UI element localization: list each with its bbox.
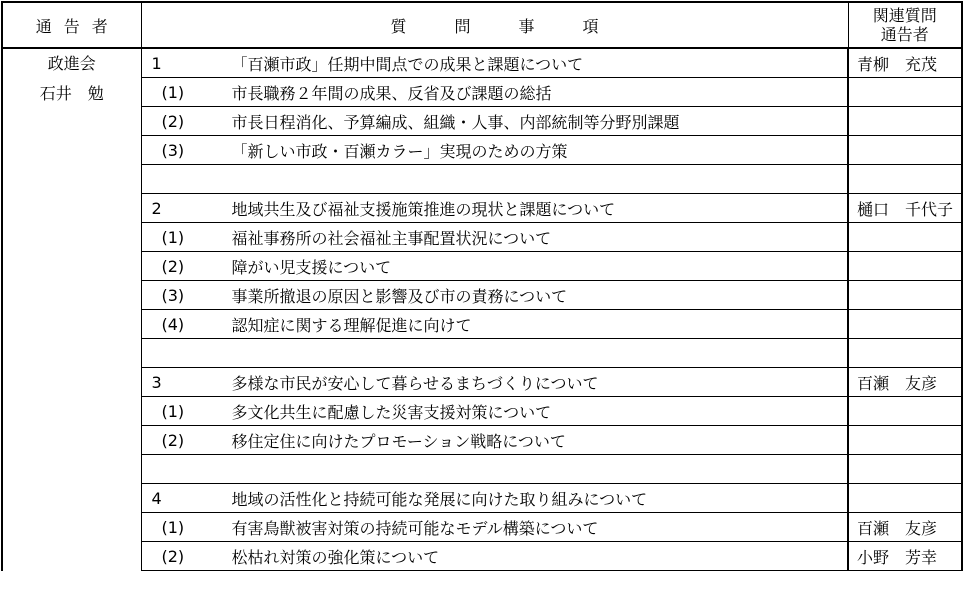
table-row [2, 368, 962, 397]
related-announcer-cell [848, 107, 962, 136]
question-text: 福祉事務所の社会福祉主事配置状況について [231, 228, 552, 248]
question-text: 地域の活性化と持続可能な発展に向けた取り組みについて [231, 489, 648, 509]
table-row [2, 78, 962, 107]
header-related [848, 2, 962, 48]
related-announcer-cell [848, 165, 962, 194]
question-cell [141, 252, 848, 281]
question-cell [141, 455, 848, 484]
question-text: 有害鳥獣被害対策の持続可能なモデル構築について [231, 518, 599, 538]
related-announcer-cell [848, 339, 962, 368]
question-number: (3) [161, 140, 185, 160]
table-row [2, 310, 962, 339]
question-text: 「百瀬市政」任期中間点での成果と課題について [231, 54, 584, 74]
question-cell [141, 281, 848, 310]
question-text: 認知症に関する理解促進に向けて [231, 315, 472, 335]
question-cell [141, 542, 848, 571]
table-row [2, 252, 962, 281]
announcer-cell [2, 48, 141, 571]
table-row [2, 107, 962, 136]
announcer-party: 政進会 [47, 54, 96, 73]
header-related-line1: 関連質問 [872, 6, 937, 25]
related-announcer-cell [848, 223, 962, 252]
question-number: (4) [161, 314, 185, 334]
question-number: (2) [161, 430, 185, 450]
question-cell [141, 107, 848, 136]
question-cell [141, 339, 848, 368]
question-cell [141, 194, 848, 223]
question-cell [141, 484, 848, 513]
announcer-name: 石井 勉 [39, 84, 104, 103]
question-cell [141, 513, 848, 542]
question-cell [141, 310, 848, 339]
question-number: (2) [161, 111, 185, 131]
table-row [2, 455, 962, 484]
question-cell [141, 426, 848, 455]
header-item-char: 項 [582, 16, 599, 36]
table-row [2, 513, 962, 542]
question-text: 移住定住に向けたプロモーション戦略について [231, 431, 566, 451]
question-text: 松枯れ対策の強化策について [231, 547, 440, 567]
table-row [2, 426, 962, 455]
question-number: (1) [161, 401, 185, 421]
table-row [2, 48, 962, 78]
question-number: (1) [161, 517, 185, 537]
related-announcer-cell [848, 455, 962, 484]
table-row [2, 542, 962, 571]
question-number: 4 [151, 488, 162, 508]
question-text: 多文化共生に配慮した災害支援対策について [231, 402, 552, 422]
question-text: 市長職務２年間の成果、反省及び課題の総括 [231, 83, 552, 103]
table-row [2, 194, 962, 223]
table-row [2, 136, 962, 165]
question-cell [141, 165, 848, 194]
related-announcer-cell [848, 484, 962, 513]
related-announcer-cell [848, 136, 962, 165]
header-item-char: 質 [390, 16, 407, 36]
question-cell [141, 368, 848, 397]
question-text: 市長日程消化、予算編成、組織・人事、内部統制等分野別課題 [231, 112, 680, 132]
question-number: 3 [151, 372, 162, 392]
table-row [2, 281, 962, 310]
related-announcer-cell [848, 310, 962, 339]
table-row [2, 484, 962, 513]
related-announcer-cell [848, 426, 962, 455]
related-announcer-cell: 百瀬 友彦 [848, 513, 962, 542]
header-related-line2: 通告者 [880, 25, 929, 44]
question-text: 「新しい市政・百瀬カラー」実現のための方策 [231, 141, 568, 161]
header-announcer: 通告者 [2, 2, 141, 48]
question-number: 2 [151, 198, 162, 218]
question-number: (1) [161, 82, 185, 102]
related-announcer-cell [848, 281, 962, 310]
question-cell [141, 78, 848, 107]
table-row [2, 339, 962, 368]
question-number: (2) [161, 256, 185, 276]
question-number: 1 [151, 53, 162, 73]
table-row [2, 165, 962, 194]
related-announcer-cell [848, 252, 962, 281]
related-announcer-cell: 樋口 千代子 [848, 194, 962, 223]
related-announcer-cell: 青柳 充茂 [848, 48, 962, 78]
related-announcer-cell: 小野 芳幸 [848, 542, 962, 571]
table-row [2, 223, 962, 252]
related-announcer-cell [848, 78, 962, 107]
question-cell [141, 48, 848, 78]
header-row [2, 2, 962, 48]
question-cell [141, 136, 848, 165]
header-item-char: 事 [518, 16, 535, 36]
question-table [1, 1, 963, 571]
related-announcer-cell [848, 397, 962, 426]
question-number: (3) [161, 285, 185, 305]
question-text: 多様な市民が安心して暮らせるまちづくりについて [231, 373, 599, 393]
question-text: 障がい児支援について [231, 257, 392, 277]
question-cell [141, 223, 848, 252]
question-text: 地域共生及び福祉支援施策推進の現状と課題について [231, 199, 616, 219]
question-number: (1) [161, 227, 185, 247]
question-cell [141, 397, 848, 426]
table-row [2, 397, 962, 426]
header-item-char: 問 [454, 16, 471, 36]
related-announcer-cell: 百瀬 友彦 [848, 368, 962, 397]
question-number: (2) [161, 546, 185, 566]
question-text: 事業所撤退の原因と影響及び市の責務について [231, 286, 568, 306]
header-question-items [141, 2, 848, 48]
